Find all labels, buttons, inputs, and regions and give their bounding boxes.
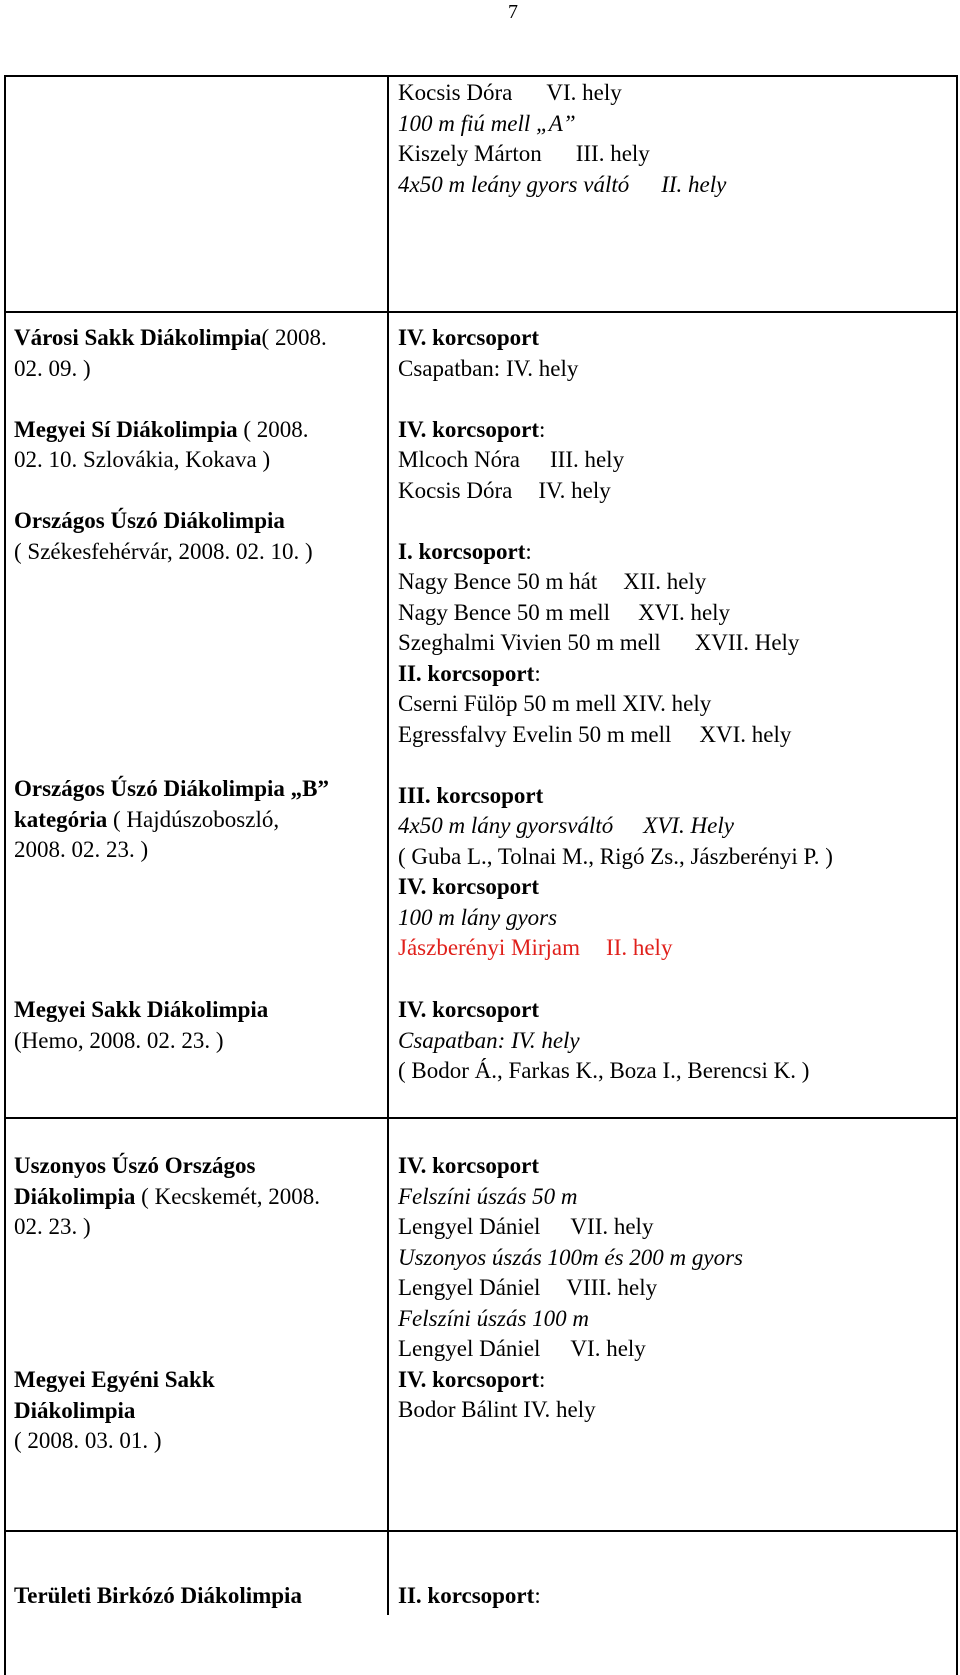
event-details: ( Székesfehérvár, 2008. 02. 10. ) <box>14 538 313 564</box>
result-line: Csapatban: IV. hely <box>398 1027 580 1053</box>
athlete-name: Mlcoch Nóra <box>398 447 520 472</box>
placement: II. hely <box>661 171 727 197</box>
row2-events-b <box>14 774 329 866</box>
event-name: Felszíni úszás 50 m <box>398 1183 578 1209</box>
event-name: 4x50 m leány gyors váltó <box>398 171 630 197</box>
event-details: 02. 10. Szlovákia, Kokava ) <box>14 447 271 472</box>
event-title: Városi Sakk Diákolimpia <box>14 325 262 350</box>
athlete-name: Kiszely Márton <box>398 141 542 166</box>
placement: XVI. Hely <box>643 813 734 838</box>
event-details: (Hemo, 2008. 02. 23. ) <box>14 1027 224 1053</box>
placement: III. hely <box>575 141 650 166</box>
row3-events-b <box>14 1365 215 1457</box>
athlete-name: Kocsis Dóra <box>398 80 513 105</box>
athlete-name: Lengyel Dániel <box>398 1275 541 1300</box>
row-divider <box>4 311 958 313</box>
event-name: Uszonyos úszás 100m és 200 m gyors <box>398 1244 744 1270</box>
athlete-name: Lengyel Dániel <box>398 1214 541 1239</box>
age-group: IV. korcsoport <box>398 416 539 442</box>
age-group: II. korcsoport <box>398 660 535 686</box>
event-name: 4x50 m lány gyorsváltó <box>398 813 614 838</box>
row4-event <box>14 1581 302 1612</box>
placement: XVI. hely <box>699 721 792 747</box>
event-title: Megyei Egyéni Sakk <box>14 1367 215 1392</box>
event-title: Uszonyos Úszó Országos <box>14 1153 256 1178</box>
event-details: ( Hajdúszoboszló, <box>107 806 280 832</box>
row2-results <box>398 323 833 964</box>
event-details: ( 2008. <box>237 416 309 442</box>
row2-events <box>14 323 327 567</box>
placement: VIII. hely <box>566 1275 658 1300</box>
row3-results <box>398 1151 743 1426</box>
placement: XVI. hely <box>638 599 731 625</box>
result-line: Cserni Fülöp 50 m mell XIV. hely <box>398 691 712 716</box>
colon: : <box>539 416 546 442</box>
event-name: 100 m fiú mell „A” <box>398 110 576 136</box>
event-title: Diákolimpia <box>14 1183 136 1209</box>
placement: VI. hely <box>546 80 622 105</box>
age-group: II. korcsoport <box>398 1583 535 1608</box>
event-details: ( Kecskemét, 2008. <box>135 1183 321 1209</box>
athlete-event: Nagy Bence 50 m mell <box>398 599 611 625</box>
placement: III. hely <box>550 447 625 472</box>
age-group: IV. korcsoport <box>398 874 539 899</box>
athlete-name: Lengyel Dániel <box>398 1336 541 1361</box>
placement: IV. hely <box>538 477 611 503</box>
row3-events <box>14 1151 320 1243</box>
athlete-event: Nagy Bence 50 m hát <box>398 569 598 594</box>
event-title: Megyei Sakk Diákolimpia <box>14 997 269 1022</box>
event-name: 100 m lány gyors <box>398 904 558 930</box>
page-number: 7 <box>508 1 518 23</box>
age-group: I. korcsoport <box>398 538 526 564</box>
row-divider <box>4 1530 958 1532</box>
team-members: ( Guba L., Tolnai M., Rigó Zs., Jászberényi P. ) <box>398 843 833 869</box>
row1-results <box>398 78 726 200</box>
column-divider <box>387 75 389 1615</box>
colon: : <box>539 1366 546 1392</box>
row-divider <box>4 1117 958 1119</box>
event-title: kategória <box>14 806 108 832</box>
event-title: Diákolimpia <box>14 1397 136 1423</box>
event-details: 2008. 02. 23. ) <box>14 837 149 862</box>
athlete-event: Szeghalmi Vivien 50 m mell <box>398 630 661 655</box>
event-title: Országos Úszó Diákolimpia <box>14 508 285 533</box>
age-group: III. korcsoport <box>398 782 544 808</box>
event-title: Területi Birkózó Diákolimpia <box>14 1583 302 1608</box>
event-details: ( 2008. <box>261 325 327 350</box>
row2-events-c <box>14 995 268 1056</box>
colon: : <box>525 538 532 564</box>
event-details: ( 2008. 03. 01. ) <box>14 1428 162 1453</box>
event-details: 02. 09. ) <box>14 355 91 381</box>
result-line: Csapatban: IV. hely <box>398 355 579 381</box>
age-group: IV. korcsoport <box>398 1153 539 1178</box>
event-title: Megyei Sí Diákolimpia <box>14 416 238 442</box>
event-name: Felszíni úszás 100 m <box>398 1305 590 1331</box>
event-details: 02. 23. ) <box>14 1214 91 1239</box>
placement: VII. hely <box>570 1214 654 1239</box>
result-line: Bodor Bálint IV. hely <box>398 1397 596 1422</box>
placement: II. hely <box>606 935 673 960</box>
row4-results <box>398 1581 541 1612</box>
placement: XVII. Hely <box>694 630 800 655</box>
athlete-event: Egressfalvy Evelin 50 m mell <box>398 721 672 747</box>
athlete-name: Kocsis Dóra <box>398 477 513 503</box>
age-group: IV. korcsoport <box>398 997 539 1022</box>
placement: VI. hely <box>570 1336 646 1361</box>
colon: : <box>534 1583 541 1608</box>
athlete-name: Jászberényi Mirjam <box>398 935 581 960</box>
age-group: IV. korcsoport <box>398 1366 539 1392</box>
row2-results-b <box>398 995 809 1087</box>
event-title: Országos Úszó Diákolimpia „B” <box>14 776 329 801</box>
age-group: IV. korcsoport <box>398 325 539 350</box>
colon: : <box>534 660 541 686</box>
placement: XII. hely <box>623 569 707 594</box>
team-members: ( Bodor Á., Farkas K., Boza I., Berencsi K. ) <box>398 1058 810 1083</box>
